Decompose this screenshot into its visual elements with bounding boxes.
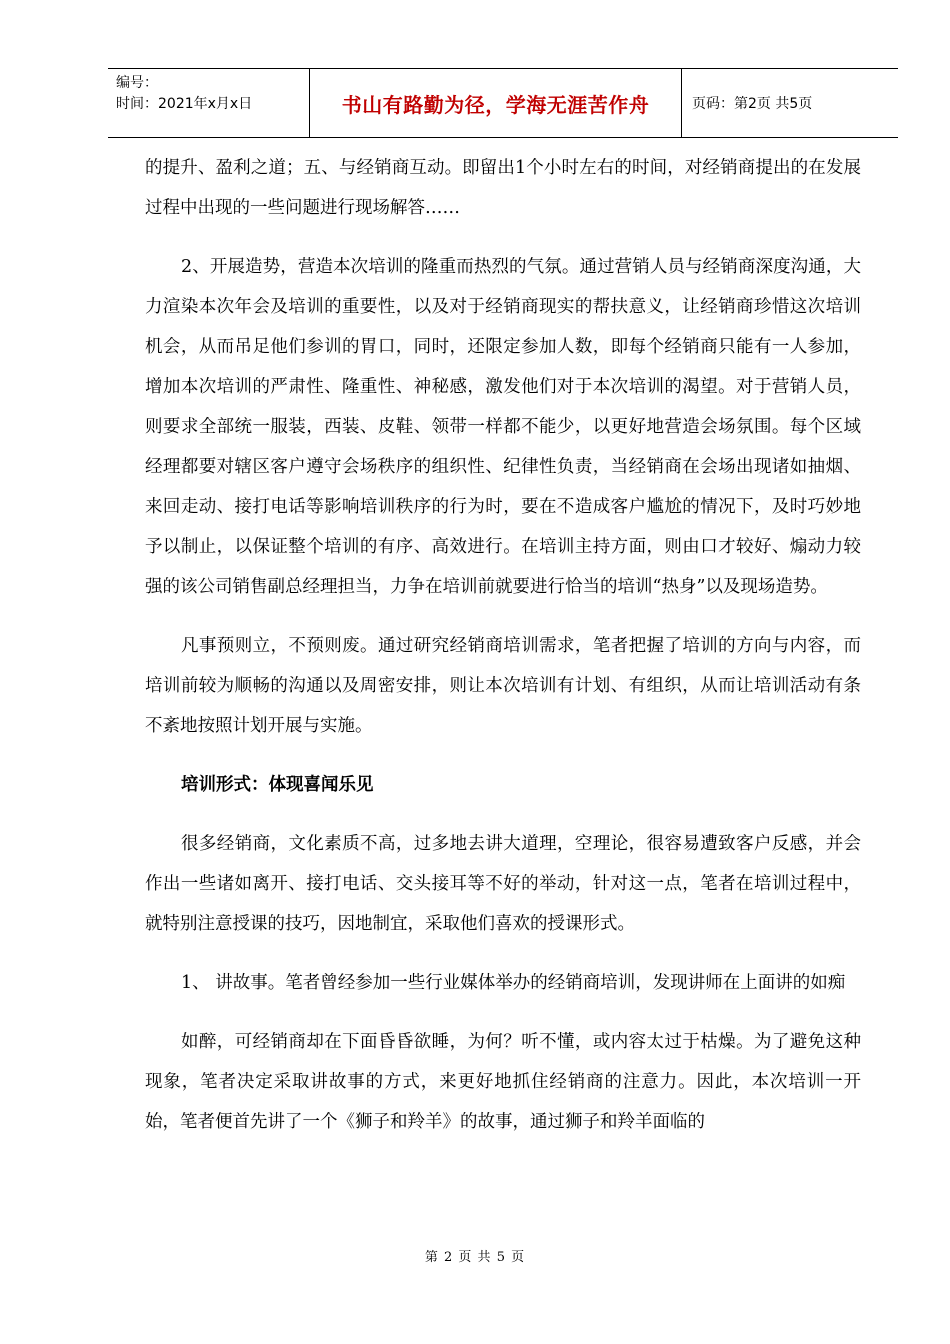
header-page-number: 页码：第2页 共5页 [692, 96, 813, 112]
page-header [108, 68, 898, 138]
paragraph-storytelling: 1、 讲故事。笔者曾经参加一些行业媒体举办的经销商培训，发现讲师在上面讲的如痴 [181, 973, 846, 993]
paragraph-storytelling-continued: 如醉，可经销商却在下面昏昏欲睡，为何？听不懂，或内容太过于枯燥。为了避免这种现象，笔者决定采取讲故事的方式，来更好地抓住经销商的注意力。因此，本次培训一开始，笔者便首先讲了一个《狮子和羚羊》的故事，通过狮子和羚羊面临的 [145, 1032, 861, 1132]
document-number-label: 编号： [116, 75, 158, 91]
document-body [145, 148, 861, 1161]
page-footer: 第 2 页 共 5 页 [424, 1250, 526, 1265]
document-time-label: 时间：2021年x月x日 [116, 96, 253, 112]
paragraph-summary: 凡事预则立，不预则废。通过研究经销商培训需求，笔者把握了培训的方向与内容，而培训前较为顺畅的沟通以及周密安排，则让本次培训有计划、有组织，从而让培训活动有条不紊地按照计划开展与实施。 [145, 636, 861, 736]
header-motto: 书山有路勤为径，学海无涯苦作舟 [310, 69, 682, 137]
paragraph-continuation: 的提升、盈利之道；五、与经销商互动。即留出1个小时左右的时间，对经销商提出的在发展过程中出现的一些问题进行现场解答…… [145, 158, 861, 218]
header-meta-cell [108, 69, 310, 137]
paragraph-training-form: 很多经销商，文化素质不高，过多地去讲大道理，空理论，很容易遭致客户反感，并会作出一些诸如离开、接打电话、交头接耳等不好的举动，针对这一点，笔者在培训过程中，就特别注意授课的技巧，因地制宜，采取他们喜欢的授课形式。 [145, 834, 861, 934]
paragraph-point-2: 2、开展造势，营造本次培训的隆重而热烈的气氛。通过营销人员与经销商深度沟通，大力渲染本次年会及培训的重要性，以及对于经销商现实的帮扶意义，让经销商珍惜这次培训机会，从而吊足他们参训的胃口，同时，还限定参加人数，即每个经销商只能有一人参加，增加本次培训的严肃性、隆重性、神秘感，激发他们对于本次培训的渴望。对于营销人员，则要求全部统一服装，西装、皮鞋、领带一样都不能少，以更好地营造会场氛围。每个区域经理都要对辖区客户遵守会场秩序的组织性、纪律性负责，当经销商在会场出现诸如抽烟、来回走动、接打电话等影响培训秩序的行为时，要在不造成客户尴尬的情况下，及时巧妙地予以制止，以保证整个培训的有序、高效进行。在培训主持方面，则由口才较好、煽动力较强的该公司销售副总经理担当，力争在培训前就要进行恰当的培训“热身”以及现场造势。 [145, 257, 861, 597]
section-heading: 培训形式：体现喜闻乐见 [181, 775, 374, 795]
